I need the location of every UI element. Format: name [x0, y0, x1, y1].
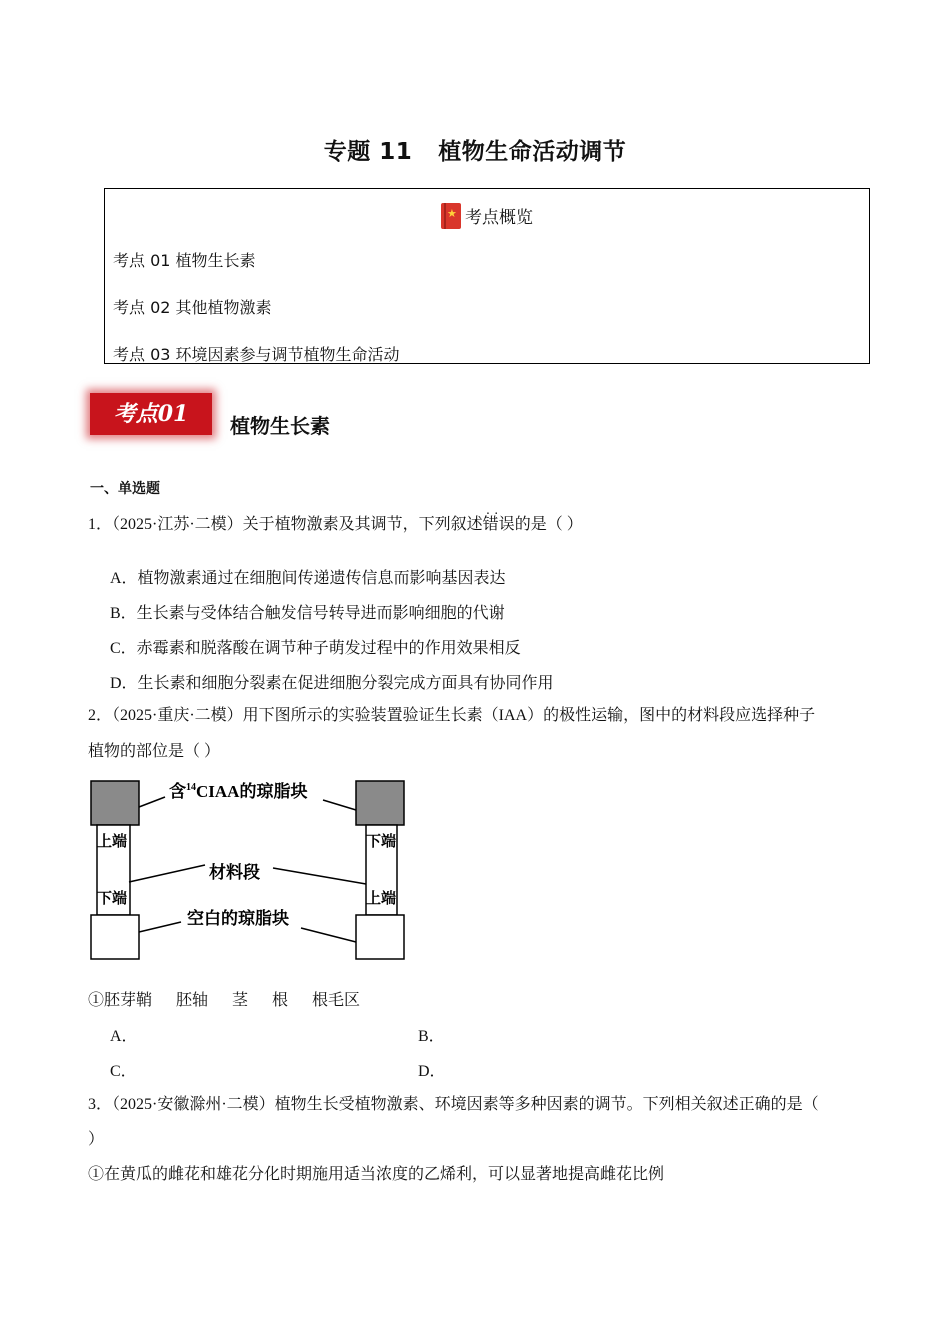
q1-stem-emphasis: · · 错误	[483, 516, 515, 533]
subsection-heading: 一、单选题	[90, 481, 160, 497]
leader-line-left-blank	[139, 922, 181, 932]
q1-stem-before: 1．（2025·江苏·二模）关于植物激素及其调节，下列叙述	[88, 516, 483, 533]
label-material-segment: 材料段	[209, 863, 260, 882]
right-bottom-end-label: 上端	[366, 891, 397, 907]
overview-box	[104, 188, 870, 364]
q1-stem-after: 的是（ ）	[514, 516, 583, 533]
q2-stem-line2: 植物的部位是（ ）	[88, 743, 221, 760]
book-icon	[441, 203, 461, 229]
title-prefix: 专题 11	[323, 139, 413, 165]
q2-option-c: C．	[110, 1063, 137, 1080]
overview-item-3: 考点 03 环境因素参与调节植物生命活动	[113, 345, 400, 364]
leader-line-right-material	[273, 868, 366, 884]
left-agar-block-iaa	[91, 781, 139, 825]
right-top-end-label: 下端	[366, 834, 397, 850]
section-title: 植物生长素	[230, 414, 330, 438]
label-blank-agar: 空白的琼脂块	[187, 909, 289, 928]
page-title	[0, 133, 950, 166]
q3-stem-line2: ）	[88, 1131, 105, 1148]
leader-line-left-agar	[139, 797, 165, 807]
right-blank-agar-block	[356, 915, 404, 959]
q3-item-1: ①在黄瓜的雌花和雄花分化时期施用适当浓度的乙烯利，可以显著地提高雌花比例	[88, 1166, 665, 1183]
label-agar-iaa: 含$^{14}$CIAA的琼脂块	[169, 782, 308, 801]
leader-line-left-material	[129, 865, 205, 882]
question-1-stem	[88, 514, 583, 536]
overview-heading	[105, 203, 869, 229]
q2-option-a: A．	[110, 1028, 138, 1045]
polar-transport-figure	[85, 772, 415, 967]
overview-item-2: 考点 02 其他植物激素	[113, 298, 272, 317]
overview-heading-label: 考点概览	[465, 208, 533, 228]
q2-parts-list: ①胚芽鞘 胚轴 茎 根 根毛区	[88, 992, 361, 1009]
q3-stem-line1: 3．（2025·安徽滁州·二模）植物生长受植物激素、环境因素等多种因素的调节。下列相关叙述正确的是（	[88, 1096, 819, 1113]
leader-line-right-blank	[301, 928, 356, 942]
q2-option-d: D．	[418, 1063, 446, 1080]
q1-option-a: A．植物激素通过在细胞间传递遗传信息而影响基因表达	[110, 570, 506, 587]
left-blank-agar-block	[91, 915, 139, 959]
section-badge: 考点01	[90, 393, 212, 435]
title-text: 植物生命活动调节	[438, 139, 627, 165]
q2-stem-line1: 2．（2025·重庆·二模）用下图所示的实验装置验证生长素（IAA）的极性运输，图中的材料段应选择种子	[88, 707, 816, 724]
right-agar-block-iaa	[356, 781, 404, 825]
left-top-end-label: 上端	[97, 834, 128, 850]
q1-option-d: D．生长素和细胞分裂素在促进细胞分裂完成方面具有协同作用	[110, 675, 554, 692]
leader-line-right-agar	[323, 800, 356, 810]
left-bottom-end-label: 下端	[97, 891, 128, 907]
q2-option-b: B．	[418, 1028, 445, 1045]
q1-option-b: B．生长素与受体结合触发信号转导进而影响细胞的代谢	[110, 605, 505, 622]
overview-item-1: 考点 01 植物生长素	[113, 251, 256, 270]
q1-option-c: C．赤霉素和脱落酸在调节种子萌发过程中的作用效果相反	[110, 640, 521, 657]
